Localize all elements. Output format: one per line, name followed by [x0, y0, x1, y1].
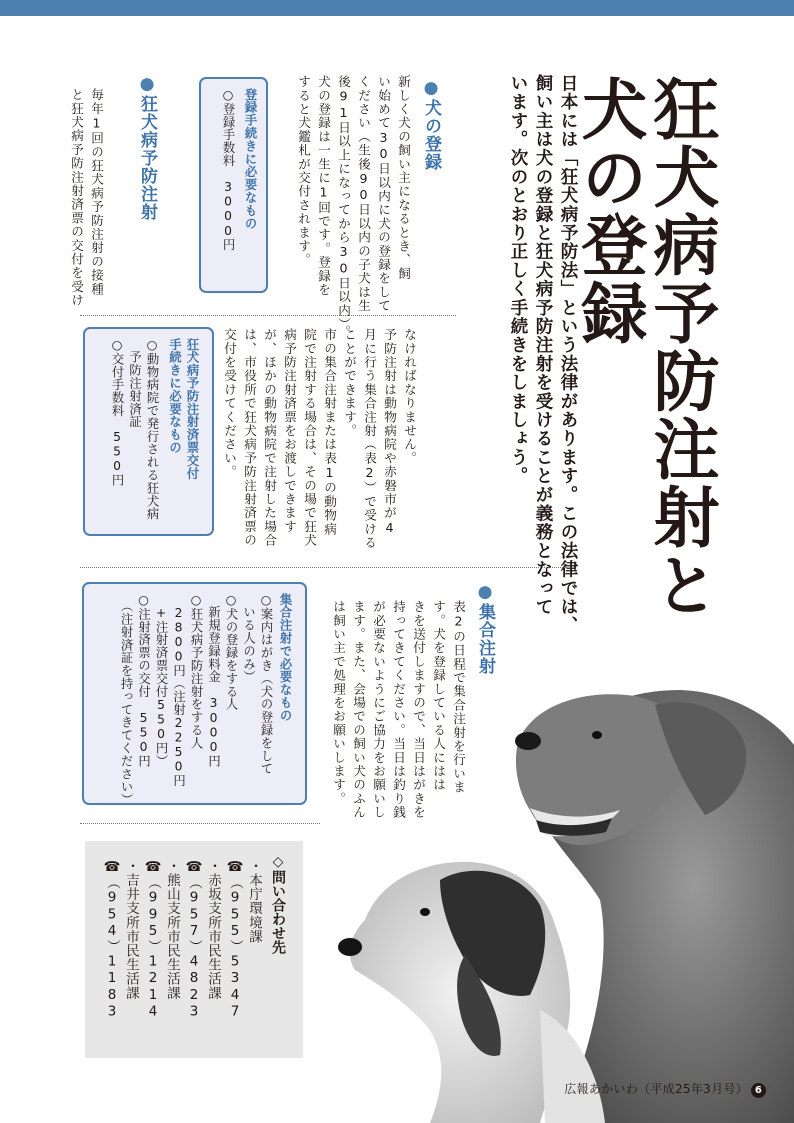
rabies-shot-text-bottom: なければなりません。 予防注射は動物病院や赤磐市が4 月に行う集合注射（表2）で受ける ことができます。 市の集合注射または表1の動物病 院で注射する場合は、その場で狂犬 病予防注射済票をお渡しできます が、ほかの動物病院で注射した場合 は、市役所で狂犬病予防注射済票の 交付を受けてください。: [222, 328, 417, 550]
contact-item-kumayama: ・熊山支所市民生活課 ☎（995）1214: [145, 859, 180, 1020]
group-box-heading: 集合注射で必要なもの: [278, 593, 292, 722]
footer: [564, 1080, 766, 1098]
bullet-dot-icon: ●: [421, 78, 441, 99]
registration-box-text: ○登録手数料 3000円: [221, 88, 235, 252]
section-heading-rabies-shot: ●狂犬病予防注射: [137, 74, 157, 221]
rabies-box-text: ○動物病院で発行される狂犬病 予防注射済証 ○交付手数料 550円: [110, 338, 159, 521]
rabies-shot-text-top: 毎年1回の狂犬病予防注射の接種 と狂犬病予防注射済票の交付を受け: [69, 88, 104, 308]
group-shot-text: 表2の日程で集合注射を行いま す。犬を登録している人にはは きを送付しますので、当日はがきを 持ってきてください。当日は釣り銭 が必要ないようにご協力をお願いし ます。また、会場での飼い犬のふん は飼い主で処理をお願いします。: [331, 600, 466, 820]
bullet-dot-icon: ●: [137, 74, 157, 95]
section-heading-dog-registration: ●犬の登録: [421, 78, 441, 171]
lead-paragraph: 日本には「狂犬病予防法」という法律があります。この法律では、 飼い主は犬の登録と狂犬病予防注射を受けることが義務となって います。次のとおり正しく手続きをしましょう。: [508, 74, 578, 635]
contact-heading: ◇問い合わせ先: [270, 854, 286, 954]
dog-registration-text: 新しく犬の飼い主になるとき、飼 い始めて30日以内に犬の登録をして ください（生後90日以内の子犬は生 後91日以上になってから30日以内）。 犬の登録は一生に1回です。登録を すると犬鑑札が交付されます。: [296, 75, 411, 339]
page-title: 狂犬病予防注射と 犬の登録: [570, 75, 719, 619]
section-heading-group-shot: ●集合注射: [475, 582, 495, 675]
page-number: 6: [751, 1083, 766, 1098]
rabies-box-heading: 狂犬病予防注射済票交付 手続きに必要なもの: [167, 338, 199, 480]
contact-item-yoshii: ・吉井支所市民生活課 ☎（954）1183: [104, 859, 139, 1020]
footer-publication: 広報あかいわ（平成25年3月号）: [564, 1082, 748, 1096]
contact-item-akasaka: ・赤坂支所市民生活課 ☎（957）4823: [186, 859, 221, 1020]
bullet-dot-icon: ●: [475, 582, 495, 603]
group-box-text: ○案内はがき（犬の登録をして いる人のみ） ○犬の登録をする人 新規登録料金 3000円 ○狂犬病予防注射をする人 2800円（注射2250円 +注射済票交付550円） ○注射済票の交付 550円 （注射済証を持ってきてください）: [119, 593, 273, 807]
registration-box-heading: 登録手続きに必要なもの: [243, 88, 257, 230]
contact-item-honcho: ・本庁環境課 ☎（955）5347: [227, 859, 262, 1020]
